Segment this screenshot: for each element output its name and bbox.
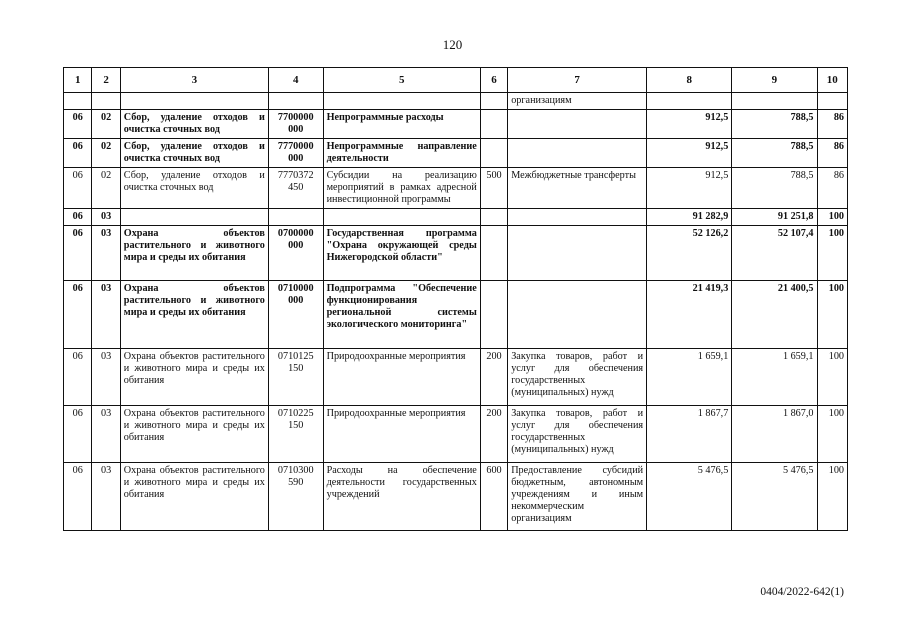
amount-planned-cell: 1 659,1 xyxy=(647,349,732,406)
amount-planned-cell: 1 867,7 xyxy=(647,406,732,463)
expense-name-cell: Субсидии на реализацию мероприятий в рамках адресной инвестиционной программы xyxy=(323,168,480,209)
subsection-code-cell: 02 xyxy=(92,139,120,168)
subsection-code-cell: 03 xyxy=(92,226,120,281)
column-header-9: 9 xyxy=(732,68,817,93)
execution-percent-cell: 86 xyxy=(817,139,848,168)
table-row xyxy=(64,349,848,406)
expense-name-cell: Государственная программа "Охрана окружающей среды Нижегородской области" xyxy=(323,226,480,281)
table-row xyxy=(64,463,848,531)
amount-executed-cell: 21 400,5 xyxy=(732,281,817,349)
expense-name-cell: Расходы на обеспечение деятельности государственных учреждений xyxy=(323,463,480,531)
budget-table xyxy=(63,67,848,531)
section-name-cell: Сбор, удаление отходов и очистка сточных вод xyxy=(120,110,268,139)
amount-executed-cell: 52 107,4 xyxy=(732,226,817,281)
table-row xyxy=(64,406,848,463)
execution-percent-cell: 100 xyxy=(817,349,848,406)
amount-planned-cell: 21 419,3 xyxy=(647,281,732,349)
execution-percent-cell xyxy=(817,93,848,110)
execution-percent-cell: 100 xyxy=(817,281,848,349)
section-name-cell: Охрана объектов растительного и животного мира и среды их обитания xyxy=(120,463,268,531)
subsection-code-cell: 02 xyxy=(92,110,120,139)
amount-executed-cell: 5 476,5 xyxy=(732,463,817,531)
target-article-code-cell: 7770372 450 xyxy=(268,168,323,209)
execution-percent-cell: 86 xyxy=(817,168,848,209)
target-article-code-cell xyxy=(268,93,323,110)
expense-name-cell: Непрограммные направление деятельности xyxy=(323,139,480,168)
section-code-cell: 06 xyxy=(64,226,92,281)
section-name-cell: Охрана объектов растительного и животного мира и среды их обитания xyxy=(120,349,268,406)
section-name-cell xyxy=(120,93,268,110)
expense-type-code-cell: 200 xyxy=(480,349,507,406)
expense-type-name-cell: организациям xyxy=(508,93,647,110)
target-article-code-cell: 0710300 590 xyxy=(268,463,323,531)
amount-executed-cell xyxy=(732,93,817,110)
subsection-code-cell xyxy=(92,93,120,110)
subsection-code-cell: 02 xyxy=(92,168,120,209)
amount-executed-cell: 1 659,1 xyxy=(732,349,817,406)
amount-executed-cell: 1 867,0 xyxy=(732,406,817,463)
expense-name-cell xyxy=(323,93,480,110)
expense-type-code-cell xyxy=(480,209,507,226)
section-code-cell: 06 xyxy=(64,463,92,531)
amount-executed-cell: 91 251,8 xyxy=(732,209,817,226)
target-article-code-cell: 0700000 000 xyxy=(268,226,323,281)
amount-executed-cell: 788,5 xyxy=(732,139,817,168)
table-row xyxy=(64,209,848,226)
section-code-cell xyxy=(64,93,92,110)
execution-percent-cell: 100 xyxy=(817,463,848,531)
expense-type-code-cell: 500 xyxy=(480,168,507,209)
section-name-cell xyxy=(120,209,268,226)
amount-planned-cell: 52 126,2 xyxy=(647,226,732,281)
amount-planned-cell xyxy=(647,93,732,110)
subsection-code-cell: 03 xyxy=(92,349,120,406)
column-header-3: 3 xyxy=(120,68,268,93)
section-code-cell: 06 xyxy=(64,110,92,139)
column-header-4: 4 xyxy=(268,68,323,93)
subsection-code-cell: 03 xyxy=(92,406,120,463)
column-header-10: 10 xyxy=(817,68,848,93)
expense-type-code-cell xyxy=(480,281,507,349)
table-row xyxy=(64,93,848,110)
execution-percent-cell: 86 xyxy=(817,110,848,139)
subsection-code-cell: 03 xyxy=(92,209,120,226)
section-name-cell: Сбор, удаление отходов и очистка сточных вод xyxy=(120,139,268,168)
expense-type-code-cell xyxy=(480,226,507,281)
column-header-6: 6 xyxy=(480,68,507,93)
page-number: 120 xyxy=(442,37,463,52)
expense-name-cell: Подпрограмма "Обеспечение функционирования региональной системы экологического мониторинга" xyxy=(323,281,480,349)
table-body xyxy=(64,93,848,531)
table-row xyxy=(64,168,848,209)
section-name-cell: Охрана объектов растительного и животного мира и среды их обитания xyxy=(120,226,268,281)
section-name-cell: Сбор, удаление отходов и очистка сточных вод xyxy=(120,168,268,209)
amount-planned-cell: 912,5 xyxy=(647,168,732,209)
section-code-cell: 06 xyxy=(64,349,92,406)
amount-planned-cell: 912,5 xyxy=(647,139,732,168)
table-row xyxy=(64,110,848,139)
table-row xyxy=(64,281,848,349)
target-article-code-cell: 0710225 150 xyxy=(268,406,323,463)
expense-name-cell xyxy=(323,209,480,226)
table-header-row xyxy=(64,68,848,93)
column-header-1: 1 xyxy=(64,68,92,93)
expense-type-code-cell xyxy=(480,139,507,168)
section-code-cell: 06 xyxy=(64,168,92,209)
expense-name-cell: Природоохранные мероприятия xyxy=(323,349,480,406)
expense-type-name-cell: Закупка товаров, работ и услуг для обеспечения государственных (муниципальных) нужд xyxy=(508,406,647,463)
table-row xyxy=(64,226,848,281)
section-code-cell: 06 xyxy=(64,209,92,226)
column-header-5: 5 xyxy=(323,68,480,93)
expense-type-name-cell xyxy=(508,226,647,281)
target-article-code-cell: 7770000 000 xyxy=(268,139,323,168)
section-code-cell: 06 xyxy=(64,406,92,463)
target-article-code-cell: 0710000 000 xyxy=(268,281,323,349)
table-row xyxy=(64,139,848,168)
section-name-cell: Охрана объектов растительного и животного мира и среды их обитания xyxy=(120,281,268,349)
column-header-2: 2 xyxy=(92,68,120,93)
amount-planned-cell: 912,5 xyxy=(647,110,732,139)
expense-type-code-cell: 600 xyxy=(480,463,507,531)
expense-type-code-cell: 200 xyxy=(480,406,507,463)
target-article-code-cell: 7700000 000 xyxy=(268,110,323,139)
expense-name-cell: Непрограммные расходы xyxy=(323,110,480,139)
expense-type-name-cell: Предоставление субсидий бюджетным, автономным учреждениям и иным некоммерческим организациям xyxy=(508,463,647,531)
expense-name-cell: Природоохранные мероприятия xyxy=(323,406,480,463)
section-name-cell: Охрана объектов растительного и животного мира и среды их обитания xyxy=(120,406,268,463)
document-code: 0404/2022-642(1) xyxy=(760,586,844,598)
expense-type-code-cell xyxy=(480,93,507,110)
section-code-cell: 06 xyxy=(64,139,92,168)
amount-planned-cell: 91 282,9 xyxy=(647,209,732,226)
expense-type-name-cell: Межбюджетные трансферты xyxy=(508,168,647,209)
expense-type-name-cell xyxy=(508,110,647,139)
expense-type-name-cell xyxy=(508,281,647,349)
expense-type-name-cell xyxy=(508,139,647,168)
execution-percent-cell: 100 xyxy=(817,226,848,281)
amount-executed-cell: 788,5 xyxy=(732,110,817,139)
column-header-7: 7 xyxy=(508,68,647,93)
execution-percent-cell: 100 xyxy=(817,209,848,226)
amount-executed-cell: 788,5 xyxy=(732,168,817,209)
expense-type-name-cell: Закупка товаров, работ и услуг для обеспечения государственных (муниципальных) нужд xyxy=(508,349,647,406)
execution-percent-cell: 100 xyxy=(817,406,848,463)
subsection-code-cell: 03 xyxy=(92,463,120,531)
target-article-code-cell xyxy=(268,209,323,226)
subsection-code-cell: 03 xyxy=(92,281,120,349)
section-code-cell: 06 xyxy=(64,281,92,349)
column-header-8: 8 xyxy=(647,68,732,93)
target-article-code-cell: 0710125 150 xyxy=(268,349,323,406)
expense-type-name-cell xyxy=(508,209,647,226)
amount-planned-cell: 5 476,5 xyxy=(647,463,732,531)
expense-type-code-cell xyxy=(480,110,507,139)
